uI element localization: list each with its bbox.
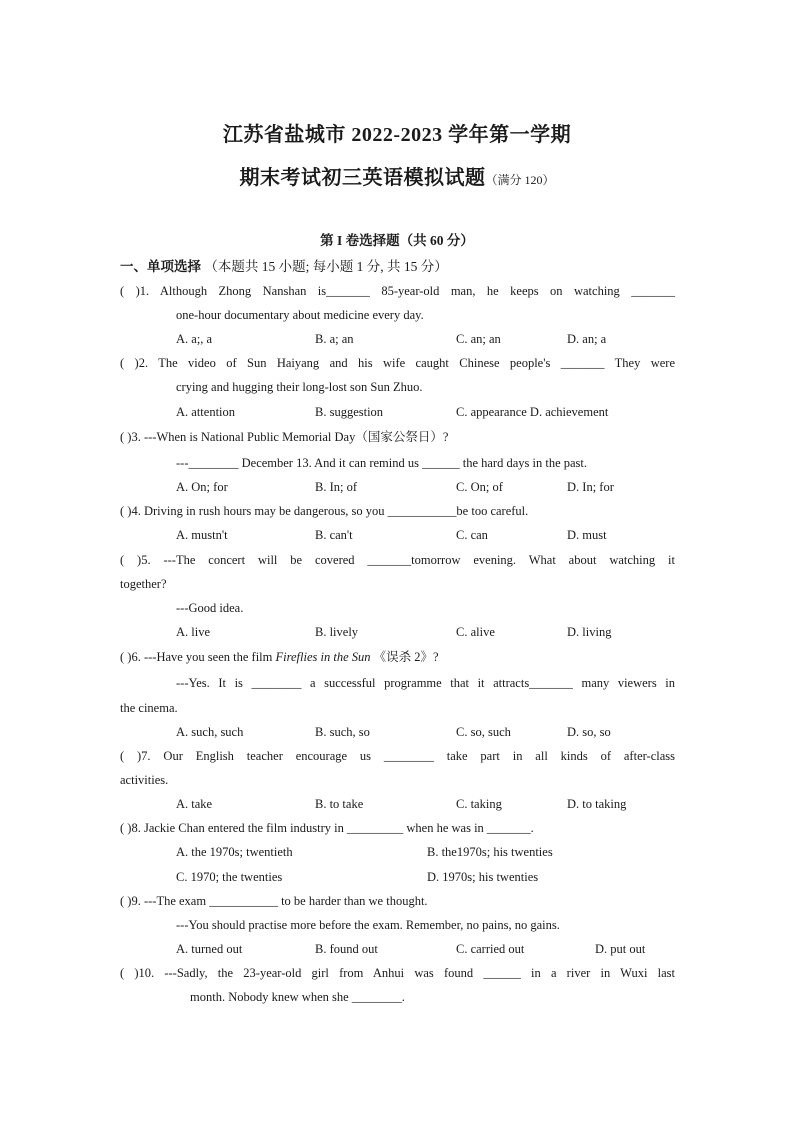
question-1-option-d: D. an; a	[567, 332, 607, 346]
question-3-stem: ( )3. ---When is National Public Memorial Day（国家公祭日）?	[120, 430, 449, 444]
part-label: 一、单项选择	[120, 259, 201, 274]
question-2-stem-cont: crying and hugging their long-lost son Sun Zhuo.	[176, 380, 423, 394]
question-5-stem-cont: together?	[120, 577, 167, 591]
question-8-stem: ( )8. Jackie Chan entered the film industry in _________ when he was in _______.	[120, 821, 534, 835]
part-heading	[120, 255, 448, 275]
question-6-answer-cont: the cinema.	[120, 701, 178, 715]
question-3-option-a: A. On; for	[176, 480, 228, 494]
question-6-stem-post: 《误杀 2》?	[370, 650, 439, 664]
question-8-option-b: B. the1970s; his twenties	[427, 845, 553, 859]
question-4-stem: ( )4. Driving in rush hours may be dangerous, so you ___________be too careful.	[120, 504, 529, 518]
question-5-stem: ( )5. ---The concert will be covered _______tomorrow evening. What about watching it	[120, 553, 675, 567]
question-4-option-d: D. must	[567, 528, 607, 542]
question-9-stem: ( )9. ---The exam ___________ to be harder than we thought.	[120, 894, 428, 908]
question-8-option-a: A. the 1970s; twentieth	[176, 845, 293, 859]
question-7-option-d: D. to taking	[567, 797, 627, 811]
question-1-option-a: A. a;, a	[176, 332, 213, 346]
question-7-stem-cont: activities.	[120, 773, 169, 787]
question-3-option-b: B. In; of	[315, 480, 358, 494]
question-9-option-c: C. carried out	[456, 942, 525, 956]
question-1-option-c: C. an; an	[456, 332, 501, 346]
section-title: 第 I 卷选择题（共 60 分）	[320, 233, 474, 248]
exam-title-line1: 江苏省盐城市 2022-2023 学年第一学期	[222, 124, 572, 146]
question-8-option-c: C. 1970; the twenties	[176, 870, 283, 884]
question-5-option-b: B. lively	[315, 625, 359, 639]
question-9-option-a: A. turned out	[176, 942, 243, 956]
question-9-option-d: D. put out	[595, 942, 646, 956]
question-7-option-c: C. taking	[456, 797, 502, 811]
question-6-option-c: C. so, such	[456, 725, 511, 739]
question-3-option-c: C. On; of	[456, 480, 503, 494]
question-7-stem: ( )7. Our English teacher encourage us ________ take part in all kinds of after-class	[120, 749, 675, 763]
question-10-stem-cont: month. Nobody knew when she ________.	[190, 990, 405, 1004]
question-2-option-b: B. suggestion	[315, 405, 384, 419]
question-2-option-a: A. attention	[176, 405, 236, 419]
question-6-option-b: B. such, so	[315, 725, 370, 739]
question-6-stem-pre: ( )6. ---Have you seen the film	[120, 650, 276, 664]
part-note: （本题共 15 小题; 每小题 1 分, 共 15 分）	[204, 259, 448, 274]
question-1-stem: ( )1. Although Zhong Nanshan is_______ 85-year-old man, he keeps on watching _______	[120, 284, 675, 298]
question-2-option-cd: C. appearance D. achievement	[456, 405, 609, 419]
question-9-option-b: B. found out	[315, 942, 378, 956]
question-5-option-a: A. live	[176, 625, 211, 639]
question-1-stem-cont: one-hour documentary about medicine every day.	[176, 308, 424, 322]
question-4-option-a: A. mustn't	[176, 528, 228, 542]
question-5-option-d: D. living	[567, 625, 612, 639]
question-5-option-c: C. alive	[456, 625, 495, 639]
question-3-option-d: D. In; for	[567, 480, 614, 494]
question-6-answer-line: ---Yes. It is ________ a successful programme that it attracts_______ many viewers in	[176, 676, 675, 690]
question-4-option-b: B. can't	[315, 528, 353, 542]
question-6-option-a: A. such, such	[176, 725, 244, 739]
exam-full-score: （满分 120）	[485, 173, 555, 187]
question-6-option-d: D. so, so	[567, 725, 611, 739]
exam-title-line2	[0, 161, 794, 190]
question-6-film-title: Fireflies in the Sun	[275, 650, 371, 664]
question-3-answer-line: ---________ December 13. And it can remind us ______ the hard days in the past.	[176, 456, 588, 470]
question-1-option-b: B. a; an	[315, 332, 354, 346]
question-10-stem: ( )10. ---Sadly, the 23-year-old girl from Anhui was found ______ in a river in Wuxi last	[120, 966, 675, 980]
question-5-reply: ---Good idea.	[176, 601, 244, 615]
question-6-stem	[120, 648, 439, 666]
question-7-option-b: B. to take	[315, 797, 364, 811]
question-4-option-c: C. can	[456, 528, 488, 542]
question-7-option-a: A. take	[176, 797, 213, 811]
exam-title-main: 期末考试初三英语模拟试题	[239, 167, 486, 189]
question-9-reply: ---You should practise more before the exam. Remember, no pains, no gains.	[176, 918, 560, 932]
question-2-stem: ( )2. The video of Sun Haiyang and his wife caught Chinese people's _______ They were	[120, 356, 675, 370]
question-8-option-d: D. 1970s; his twenties	[427, 870, 539, 884]
